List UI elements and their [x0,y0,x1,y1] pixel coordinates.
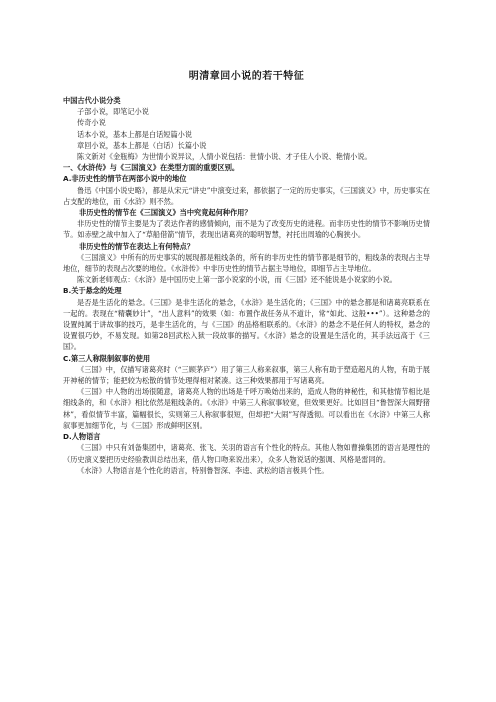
text-line: 话本小说，基本上都是白话短篇小说 [77,129,193,139]
section-heading: 非历史性的情节在表达上有何特点？ [79,241,195,251]
text-line: 《三国演义》中所有的历史事实的展现都是粗线条的，所有的非历史性的情节都是细节的，粗线条的表现占主导地位，细节的表现占次要的地位。《水浒传》中非历史性的情节占据主导地位，即细节占主导地位。 [63,252,430,274]
text-line: 《水浒》人物语言是个性化的语言，特别鲁智深、李逵、武松的语言极具个性。 [77,465,329,475]
section-heading: 一、《水浒传》与《三国演义》在类型方面的重要区别。 [63,163,240,173]
text-line: 是否是生活化的悬念。《三国》是非生活化的悬念，《水浒》是生活化的；《三国》中的悬念都是和诸葛亮联系在一起的。表现在“精囊妙计”，“出人意料”的效果（如：布置作战任务从不道计，常“如此、这般•••”）。这种悬念的设置纯属于讲故事的技巧，是非生活化的，与《三国》的品格相联系的。《水浒》的悬念不是任何人的特权，悬念的设置很巧妙，不易发现。如第28回武松入狱一段故事的描写。《水浒》悬念的设置是生活化的，其手法远高于《三国》。 [63,297,430,352]
text-line: 《三国》中人物的出场很随意，诸葛亮人物的出场是千呼万唤始出来的，造成人物的神秘性，和其他情节相比是细线条的，和《水浒》相比依然是粗线条的。《水浒》中第三人称叙事较宽，但效果更好。比如回目“鲁智深大闹野猪林”，看似情节丰富，篇幅很长，实则第三人称叙事很短，但却把“大闹”写得透彻。可以看出在《水浒》中第三人称叙事更加细节化，与《三国》形成鲜明区别。 [63,387,430,430]
text-line: 子部小说，即笔记小说 [77,107,149,117]
text-line: 陈文新对《金瓶梅》为世情小说异议，人情小说包括：世情小说、才子佳人小说、艳情小说。 [77,152,372,162]
section-heading: 中国古代小说分类 [63,96,121,105]
text-line: 章回小说，基本上都是（白话）长篇小说 [77,140,207,150]
section-heading: 非历史性的情节在《三国演义》当中究竟起何种作用？ [79,208,252,218]
section-heading: A.非历史性的情节在两部小说中的地位 [63,174,187,184]
text-line: 传奇小说 [77,118,106,128]
document-body [63,95,430,476]
section-heading: C.第三人称限制叙事的使用 [63,353,151,363]
text-line: 鲁迅《中国小说史略》，都是从宋元“讲史”中演变过来，都依据了一定的历史事实，《三国演义》中，历史事实在占支配的地位，而《水浒》则不然。 [63,185,430,206]
text-line: 《三国》中，仅描写诸葛亮时（“三顾茅庐”）用了第三人称来叙事，第三人称有助于塑造超凡的人物，有助于展开神秘的情节；能把较为松散的情节处理得相对紧凑。这三种效果都用于写诸葛亮。 [63,364,430,386]
section-heading: D.人物语言 [63,432,101,442]
text-line: 陈文新老师观点：《水浒》是中国历史上第一部小说家的小说，而《三国》还不能说是小说家的小说。 [77,275,397,285]
text-line: 非历史性的情节主要是为了表达作者的感情倾向，而不是为了改变历史的进程。而非历史性的情节不影响历史情节。如赤壁之战中加入了“草船借箭”情节，表现出诸葛亮的聪明智慧，衬托出周瑜的心胸狭小。 [63,219,430,240]
text-line: 《三国》中只有刘备集团中，诸葛亮、张飞、关羽的语言有个性化的特点。其他人物如曹操集团的语言是理性的（历史演义要把历史经验教训总结出来，借人物口吻来说出来），众多人物说话的强调、风格是雷同的。 [63,443,430,464]
document-title: 明清章回小说的若干特征 [188,71,305,82]
section-heading: B.关于悬念的处理 [63,286,122,296]
